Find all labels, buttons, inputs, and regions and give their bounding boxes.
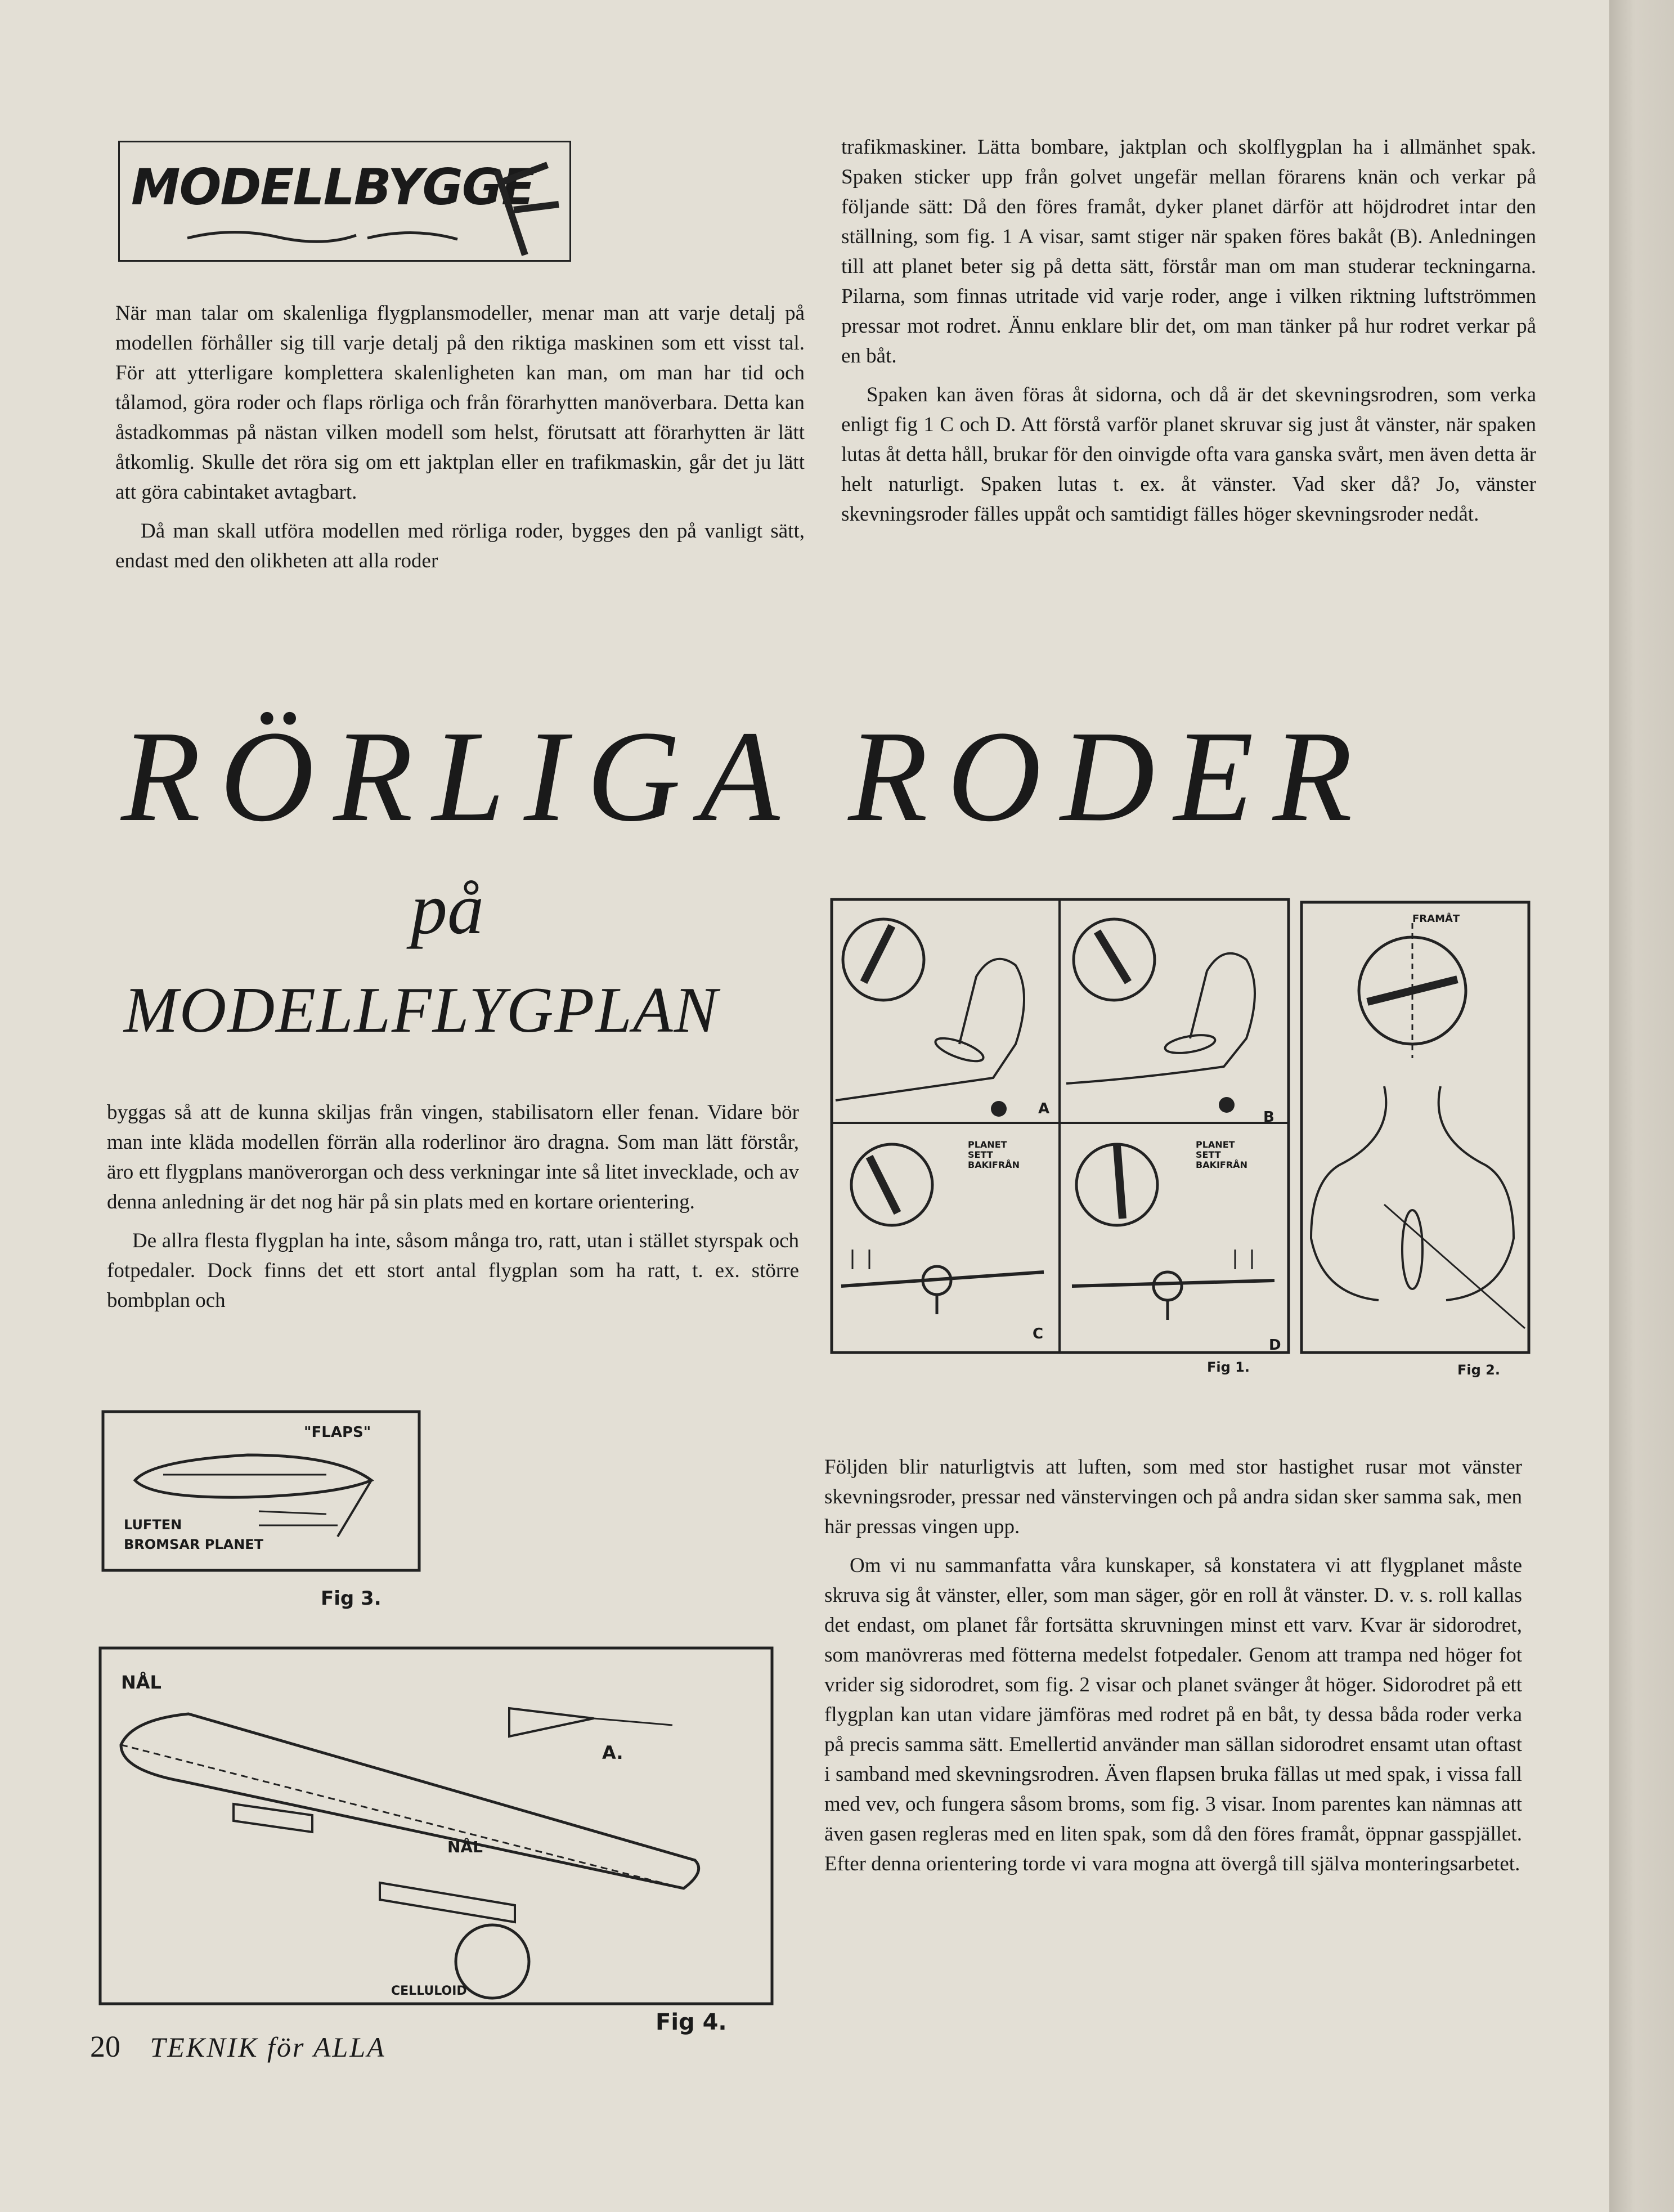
bottom-paragraph-1: Följden blir naturligtvis att luften, som med stor hastighet rusar mot vänster skevningsroder, pressar ned vänstervingen och på andra sidan sker samma sak, men här pressas vingen upp.: [824, 1456, 1522, 1538]
bottom-paragraph-2: Om vi nu sammanfatta våra kunskaper, så konstatera vi att flygplanet måste skruva sig åt vänster, eller, som man säger, gör en roll åt vänster. D. v. s. roll kallas det endast, om planet får fortsätta skruvningen minst ett varv. Kvar är sidorodret, som manövreras med fötterna medelst fotpedaler. Genom att trampa ned höger fot vrider sig sidorodret, som fig. 2 visar och planet svänger åt höger. Sidorodret på ett flygplan kan utan vidare jämföras med rodret på en båt, ty dessa båda roder verka på precis samma sätt. Emellertid använder man sällan sidorodret ensamt utan oftast i samband med skevningsrodren. Även flapsen bruka fällas ut med spak, i vissa fall med vev, och fungera såsom broms, som fig. 3 visar. Inom parentes kan nämnas att även gasen regleras med en liten spak, som då den föres framåt, öppnar gasspjället. Efter denna orientering torde vi vara mogna att övergå till själva monteringsarbetet.: [824, 1554, 1522, 1875]
intro-paragraph-2: Då man skall utföra modellen med rörliga roder, bygges den på vanligt sätt, endast med den olikheten att alla roder: [115, 520, 805, 572]
fig2-drawing: [1300, 901, 1531, 1359]
intro-right-paragraph-2: Spaken kan även föras åt sidorna, och då är det skevningsrodren, som verka enligt fig 1 C och D. Att förstå varför planet skruvar sig just åt vänster, när spaken lutas åt detta håll, brukar för den oinvigde ofta vara ganska svårt, men även detta är helt naturligt. Spaken lutas t. ex. åt vänster. Vad sker då? Jo, vänster skevningsroder fälles uppåt och samtidigt fälles höger skevningsroder nedåt.: [841, 383, 1536, 526]
fig3-diagram: [101, 1410, 422, 1610]
fig1-label-b: B: [1263, 1109, 1274, 1126]
intro-right-paragraph-1: trafikmaskiner. Lätta bombare, jaktplan och skolflygplan ha i allmänhet spak. Spaken sticker upp från golvet ungefär mellan förarens knän och verkar på följande sätt: Då den föres framåt, dyker planet därför att höjdrodret intar den ställning, som fig. 1 A visar, samt stiger när spaken föres bakåt (B). Anledningen till att planet beter sig på detta sätt, förstår man om man studerar teckningarna. Pilarna, som finnas utritade vid varje roder, ange i vilken riktning luftströmmen pressar mot rodret. Ännu enklare blir det, om man tänker på hur rodret verkar på en båt.: [841, 136, 1536, 368]
mid-column-left: [107, 1098, 799, 1324]
fig1-caption: Fig 1.: [1207, 1359, 1250, 1375]
fig2-caption: Fig 2.: [1457, 1362, 1500, 1378]
fig1-label-a: A: [1038, 1100, 1050, 1117]
intro-column-left: [115, 298, 805, 585]
fig4-label-nal-2: NÅL: [447, 1838, 483, 1856]
fig3-caption: Fig 3.: [321, 1587, 382, 1610]
intro-column-right: [841, 132, 1536, 538]
fig1-drawing: [830, 898, 1291, 1359]
article-subtitle: MODELLFLYGPLAN: [124, 974, 719, 1046]
fig1-note-d: PLANET SETT BAKIFRÅN: [1196, 1139, 1247, 1170]
fig1-diagram: [830, 898, 1291, 1375]
page-footer: [90, 2029, 386, 2064]
fig3-label-bromsar: BROMSAR PLANET: [124, 1537, 264, 1552]
fig4-label-nal-1: NÅL: [121, 1672, 161, 1693]
magazine-name: TEKNIK för ALLA: [150, 2031, 386, 2063]
fig4-diagram: [98, 1646, 774, 2052]
fig1-label-c: C: [1033, 1326, 1044, 1342]
fig2-label-framat: FRAMÅT: [1412, 913, 1460, 925]
article-title-pa: på: [411, 868, 484, 950]
fig2-diagram: [1300, 901, 1531, 1378]
page-gutter: [1609, 0, 1674, 2212]
mid-paragraph-2: De allra flesta flygplan ha inte, såsom många tro, ratt, utan i stället styrspak och fotpedaler. Dock finns det ett stort antal flygplan som ha ratt, t. ex. större bombplan och: [107, 1229, 799, 1312]
fig3-label-luften: LUFTEN: [124, 1517, 182, 1533]
logo-text: MODELLBYGGE: [131, 158, 535, 216]
fig4-caption: Fig 4.: [656, 2009, 727, 2035]
intro-paragraph-1: När man talar om skalenliga flygplansmodeller, menar man att varje detalj på modellen förhåller sig till varje detalj på den riktiga maskinen som ett visst tal. För att ytterligare komplettera skalenligheten kan man, om man har tid och tålamod, göra roder och flaps rörliga och från förarhytten manöverbara. Detta kan åstadkommas på nästan vilken modell som helst, förutsatt att förarhytten är lätt åtkomlig. Skulle det röra sig om ett jaktplan eller en trafikmaskin, går det ju lätt att göra cabintaket avtagbart.: [115, 302, 805, 504]
fig4-label-a: A.: [602, 1742, 623, 1763]
fig3-title: "FLAPS": [304, 1424, 371, 1441]
article-title: RÖRLIGA RODER: [121, 704, 1372, 849]
fig4-drawing: [98, 1646, 774, 2007]
modellbygge-logo: [118, 141, 571, 262]
page-number: 20: [90, 2030, 120, 2063]
fig4-label-celluloid: CELLULOID: [391, 1984, 467, 1998]
fig1-label-d: D: [1269, 1337, 1281, 1354]
mid-paragraph-1: byggas så att de kunna skiljas från vingen, stabilisatorn eller fenan. Vidare bör man inte kläda modellen förrän alla roderlinor äro dragna. Som man lätt förstår, äro ett flygplans manöverorgan och dess verkningar inte så litet invecklade, och av denna anledning är det nog här på sin plats med en kortare orientering.: [107, 1101, 799, 1214]
logo-tools-icon: [120, 142, 570, 261]
bottom-column-right: [824, 1452, 1522, 1888]
fig1-note-c: PLANET SETT BAKIFRÅN: [968, 1139, 1020, 1170]
